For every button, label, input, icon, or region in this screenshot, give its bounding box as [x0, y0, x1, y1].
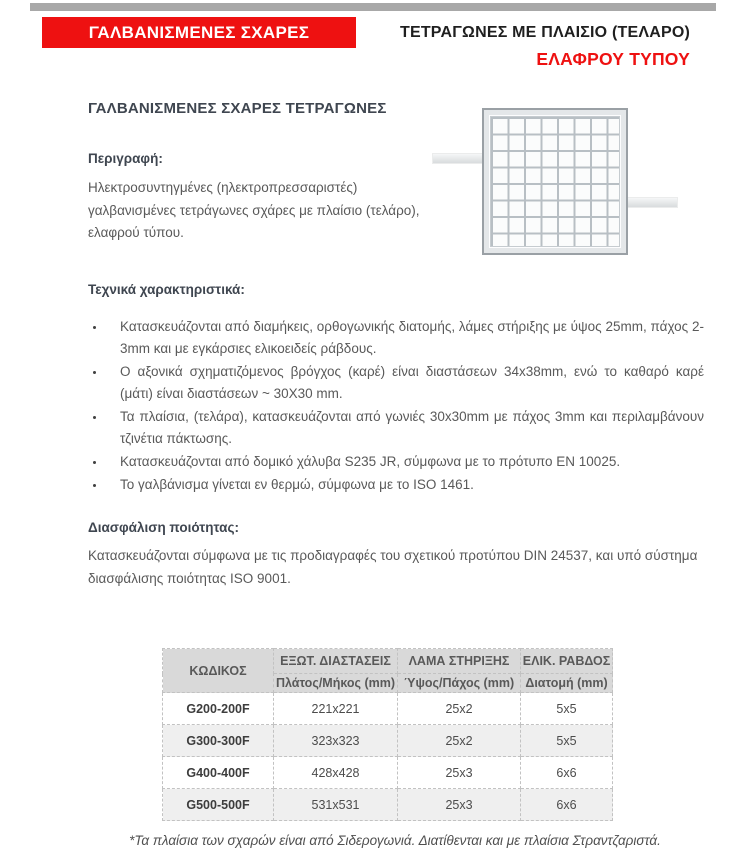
table-row	[163, 693, 613, 725]
col-subheader-cross-section: Διατομή (mm)	[521, 674, 613, 693]
col-header-code: ΚΩΔΙΚΟΣ	[163, 649, 274, 693]
cell-code: G300-300F	[163, 725, 274, 757]
table-row	[163, 725, 613, 757]
header-subtitle-block	[400, 24, 690, 70]
footnote: *Τα πλαίσια των σχαρών είναι από Σιδερογωνιά. Διατίθενται και με πλαίσια Στραντζαριστά.	[129, 833, 661, 848]
table-row	[163, 757, 613, 789]
cell-dimensions: 428x428	[274, 757, 398, 789]
cell-rod: 5x5	[521, 693, 613, 725]
cell-code: G500-500F	[163, 789, 274, 821]
col-subheader-height-thickness: Ύψος/Πάχος (mm)	[398, 674, 521, 693]
grate-grid	[490, 116, 620, 247]
spec-table	[162, 648, 613, 821]
cell-code: G200-200F	[163, 693, 274, 725]
technical-bullet: • Τα πλαίσια, (τελάρα), κατασκευάζονται από γωνιές 30x30mm με πάχος 3mm και περιλαμβάνουν τζινέτια πάκτωσης.	[106, 406, 704, 450]
table-row	[163, 789, 613, 821]
cell-rod: 5x5	[521, 725, 613, 757]
col-header-support-flat: ΛΑΜΑ ΣΤΗΡΙΞΗΣ	[398, 649, 521, 674]
subtitle-duty-type: ΕΛΑΦΡΟΥ ΤΥΠΟΥ	[536, 49, 690, 69]
description-heading: Περιγραφή:	[88, 151, 163, 166]
cell-lama: 25x3	[398, 757, 521, 789]
technical-bullet: • Κατασκευάζονται από διαμήκεις, ορθογωνικής διατομής, λάμες στήριξης με ύψος 25mm, πάχος 2-3mm και με εγκάρσιες ελικοειδείς ράβδους.	[106, 316, 704, 360]
cell-rod: 6x6	[521, 757, 613, 789]
grate-anchor-tab-left	[432, 153, 484, 164]
cell-rod: 6x6	[521, 789, 613, 821]
grate-frame	[482, 108, 628, 255]
col-header-helical-rod: ΕΛΙΚ. ΡΑΒΔΟΣ	[521, 649, 613, 674]
technical-bullet: • Το γαλβάνισμα γίνεται εν θερμώ, σύμφωνα με το ISO 1461.	[106, 474, 704, 496]
cell-lama: 25x2	[398, 693, 521, 725]
quality-heading: Διασφάλιση ποιότητας:	[88, 520, 239, 535]
cell-lama: 25x3	[398, 789, 521, 821]
technical-bullet: • Κατασκευάζονται από δομικό χάλυβα S235 JR, σύμφωνα με το πρότυπο EN 10025.	[106, 451, 704, 473]
top-divider-bar	[30, 3, 716, 11]
cell-dimensions: 221x221	[274, 693, 398, 725]
technical-heading: Τεχνικά χαρακτηριστικά:	[88, 282, 245, 297]
cell-dimensions: 323x323	[274, 725, 398, 757]
cell-dimensions: 531x531	[274, 789, 398, 821]
product-photo	[430, 100, 680, 270]
col-subheader-width-length: Πλάτος/Μήκος (mm)	[274, 674, 398, 693]
technical-bullet: • Ο αξονικά σχηματιζόμενος βρόγχος (καρέ) είναι διαστάσεων 34x38mm, ενώ το καθαρό καρέ (μάτι) είναι διαστάσεων ~ 30X30 mm.	[106, 361, 704, 405]
section-title: ΓΑΛΒΑΝΙΣΜΕΝΕΣ ΣΧΑΡΕΣ ΤΕΤΡΑΓΩΝΕΣ	[88, 100, 387, 117]
page-title-banner: ΓΑΛΒΑΝΙΣΜΕΝΕΣ ΣΧΑΡΕΣ	[42, 17, 356, 48]
cell-lama: 25x2	[398, 725, 521, 757]
cell-code: G400-400F	[163, 757, 274, 789]
col-header-ext-dimensions: ΕΞΩΤ. ΔΙΑΣΤΑΣΕΙΣ	[274, 649, 398, 674]
quality-text: Κατασκευάζονται σύμφωνα με τις προδιαγραφές του σχετικού προτύπου DIN 24537, και υπό σύστημα διασφάλισης ποιότητας ISO 9001.	[88, 548, 698, 586]
subtitle-frame-type: ΤΕΤΡΑΓΩΝΕΣ ΜΕ ΠΛΑΙΣΙΟ (ΤΕΛΑΡΟ)	[399, 24, 690, 41]
technical-bullet-list	[88, 316, 704, 497]
grate-anchor-tab-right	[626, 197, 678, 208]
description-text: Ηλεκτροσυντηγμένες (ηλεκτροπρεσσαριστές) γαλβανισμένες τετράγωνες σχάρες με πλαίσιο (τελάρο), ελαφρού τύπου.	[88, 180, 420, 240]
